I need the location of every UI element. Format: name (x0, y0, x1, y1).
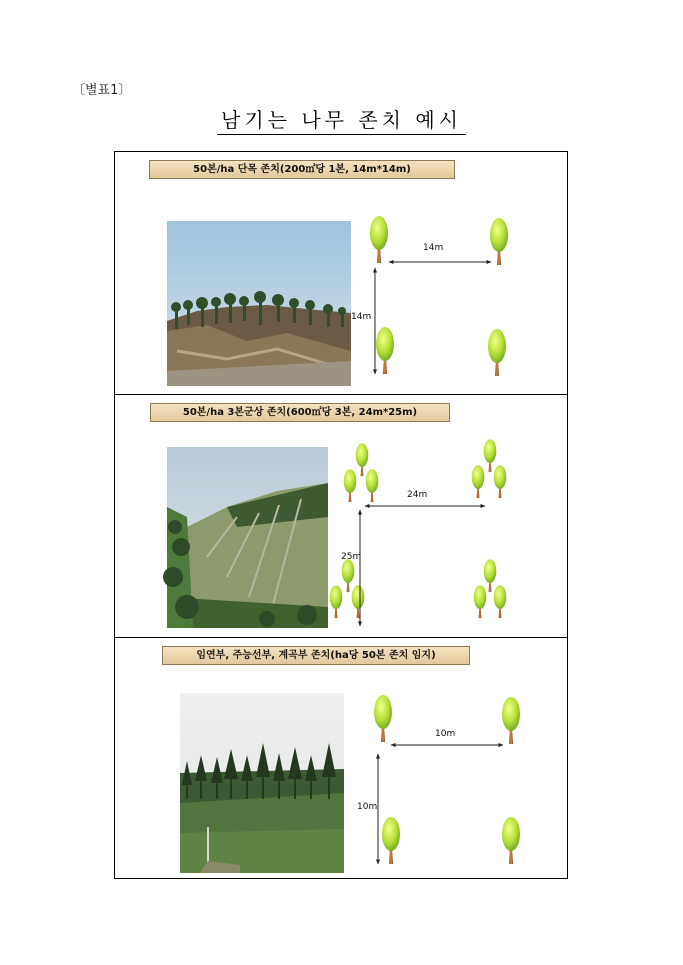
tree-icon (474, 585, 487, 618)
tree-icon (488, 329, 506, 376)
section-edge-ridge (115, 638, 567, 878)
tree-icon (366, 469, 379, 502)
tree-icon (382, 817, 400, 864)
section-single-tree (115, 152, 567, 395)
spacing-diagram (357, 688, 525, 873)
tree-icon (374, 695, 392, 742)
forest-hillside-photo (167, 221, 351, 386)
forest-edge-photo (180, 693, 344, 873)
section-caption: 50본/ha 3본군상 존치(600㎡당 3본, 24m*25m) (150, 403, 450, 422)
horizontal-distance: 24m (407, 490, 428, 500)
tree-icon (484, 439, 497, 472)
forest-slope-photo (167, 447, 328, 628)
horizontal-distance: 10m (435, 729, 456, 739)
page-title: 남기는 나무 존치 예시 (217, 108, 466, 135)
section-caption: 50본/ha 단목 존치(200㎡당 1본, 14m*14m) (149, 160, 455, 179)
page-title-wrap (0, 104, 683, 133)
tree-icon (376, 327, 394, 374)
tree-icon (472, 465, 485, 498)
section-caption: 임연부, 주능선부, 계곡부 존치(ha당 50본 존치 임지) (162, 646, 470, 665)
tree-icon (494, 465, 507, 498)
tree-icon (494, 585, 507, 618)
section-group-tree (115, 395, 567, 638)
vertical-distance: 10m (357, 802, 378, 812)
tree-icon (502, 697, 520, 744)
tree-icon (370, 216, 388, 263)
horizontal-distance: 14m (423, 243, 444, 253)
tree-icon (344, 469, 357, 502)
spacing-diagram (329, 439, 529, 629)
tree-icon (502, 817, 520, 864)
example-table (114, 151, 568, 879)
tree-icon (342, 559, 355, 592)
spacing-diagram (351, 212, 519, 382)
tree-icon (484, 559, 497, 592)
tree-icon (352, 585, 365, 618)
table-label: 〔별표1〕 (72, 83, 132, 98)
tree-icon (330, 585, 343, 618)
vertical-distance: 14m (351, 312, 372, 322)
tree-icon (490, 218, 508, 265)
tree-icon (356, 443, 369, 476)
vertical-distance: 25m (341, 552, 362, 562)
